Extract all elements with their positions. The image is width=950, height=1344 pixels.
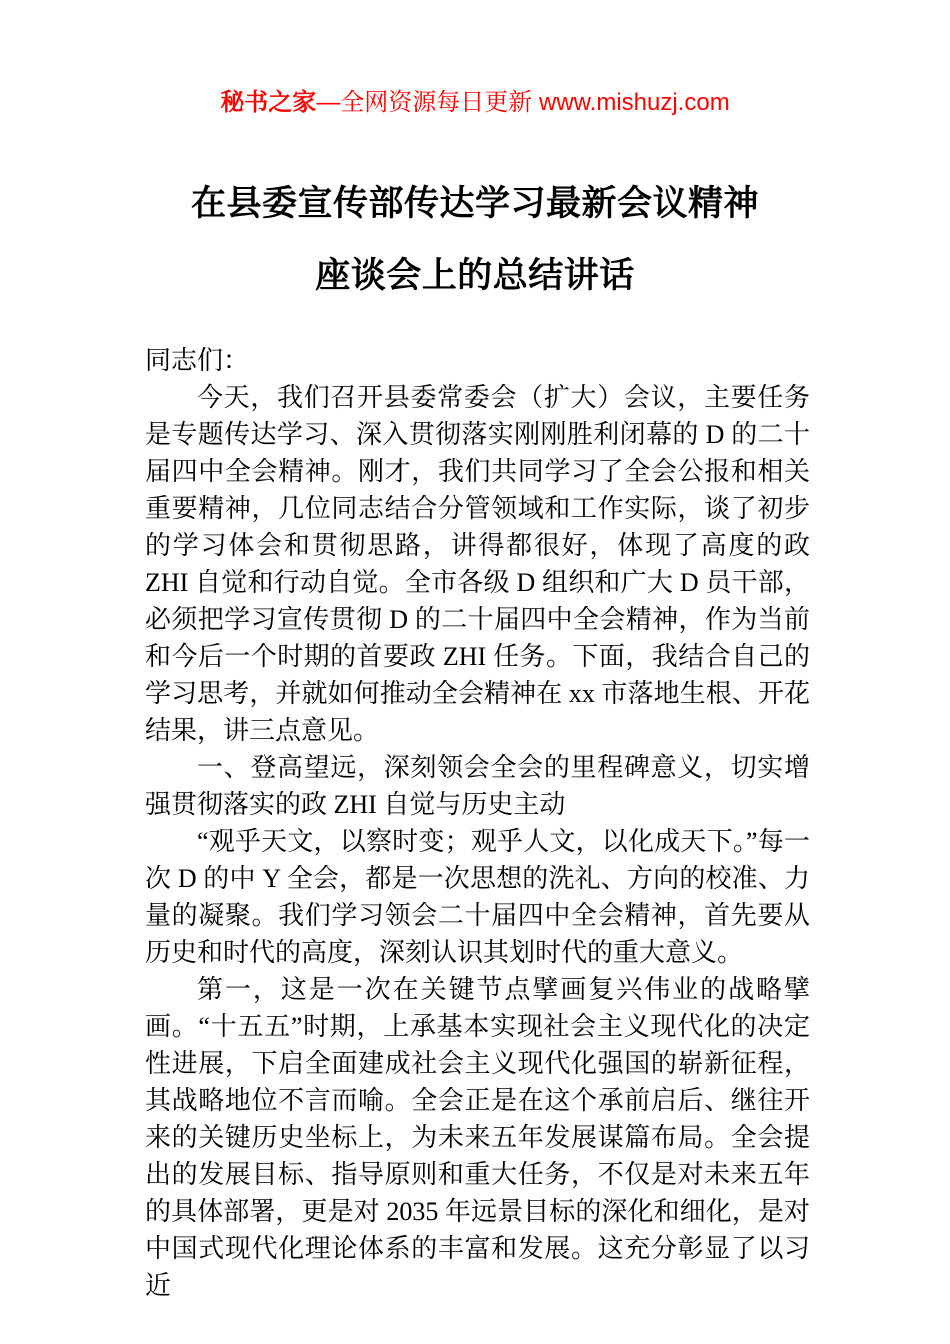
- title-line-2: 座谈会上的总结讲话: [315, 256, 635, 295]
- paragraph: “观乎天文，以察时变；观乎人文，以化成天下。”每一次 D 的中 Y 全会，都是一次思想的洗礼、方向的校准、力量的凝聚。我们学习领会二十届四中全会精神，首先要从历史和时代的高度，深刻认识其划时代的重大意义。: [145, 827, 810, 967]
- site-header: [0, 0, 950, 118]
- paragraph: 同志们：: [145, 346, 250, 375]
- site-name: 秘书之家: [220, 89, 317, 116]
- site-tagline: —全网资源每日更新: [316, 89, 539, 116]
- site-url-link[interactable]: www.mishuzj.com: [538, 89, 730, 116]
- section-heading: 一、登高望远，深刻领会全会的里程碑意义，切实增强贯彻落实的政 ZHI 自觉与历史主动: [145, 753, 810, 819]
- document-body: [145, 342, 810, 1304]
- paragraph: 今天，我们召开县委常委会（扩大）会议，主要任务是专题传达学习、深入贯彻落实刚刚胜利闭幕的 D 的二十届四中全会精神。刚才，我们共同学习了全会公报和相关重要精神，几位同志结合分管领域和工作实际，谈了初步的学习体会和贯彻思路，讲得都很好，体现了高度的政 ZHI 自觉和行动自觉。全市各级 D 组织和广大 D 员干部，必须把学习宣传贯彻 D 的二十届四中全会精神，作为当前和今后一个时期的首要政 ZHI 任务。下面，我结合自己的学习思考，并就如何推动全会精神在 xx 市落地生根、开花结果，讲三点意见。: [145, 383, 810, 745]
- document-title: [0, 168, 950, 312]
- title-line-1: 在县委宣传部传达学习最新会议精神: [190, 184, 759, 223]
- paragraph: 第一，这是一次在关键节点擘画复兴伟业的战略擘画。“十五五”时期，上承基本实现社会主义现代化的决定性进展，下启全面建成社会主义现代化强国的崭新征程，其战略地位不言而喻。全会正是在这个承前启后、继往开来的关键历史坐标上，为未来五年发展谋篇布局。全会提出的发展目标、指导原则和重大任务，不仅是对未来五年的具体部署，更是对 2035 年远景目标的深化和细化，是对中国式现代化理论体系的丰富和发展。这充分彰显了以习近: [145, 975, 810, 1300]
